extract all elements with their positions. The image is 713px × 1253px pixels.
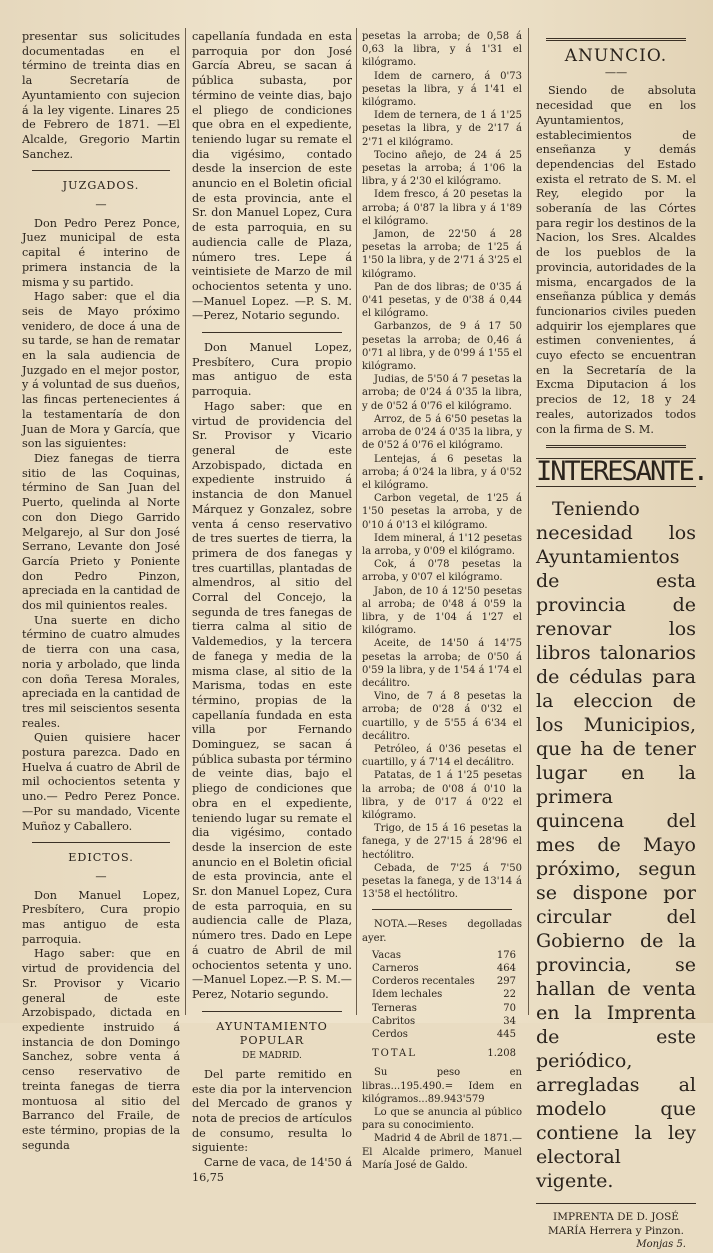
paragraph: Hago saber: que el dia seis de Mayo próximo venidero, de doce á una de su tarde, se han de rematar en la sala audiencia de Juzgado en el mejor postor, y á voluntad de sus dueños, las fincas pertenecientes á la testamentaría de don Juan de Mora y García, que son las siguientes: bbox=[22, 290, 180, 451]
paragraph: Carne de vaca, de 14'50 á 16,75 bbox=[192, 1156, 352, 1184]
section-rule bbox=[32, 170, 170, 171]
price-line: pesetas la arroba; de 0,58 á 0,63 la libra, y á 1'31 el kilógramo. bbox=[362, 31, 522, 69]
reses-count: 297 bbox=[496, 976, 516, 988]
table-row bbox=[372, 975, 522, 988]
reses-count: 464 bbox=[496, 963, 516, 975]
price-line: Vino, de 7 á 8 pesetas la arroba; de 0'28 á 0'32 el cuartillo, y de 5'55 á 6'34 el decálitro. bbox=[362, 691, 522, 742]
reses-name: Cabritos bbox=[372, 1015, 416, 1027]
interesante-title: INTERESANTE. bbox=[536, 456, 708, 488]
paragraph: Hago saber: que en virtud de providencia del Sr. Provisor y Vicario general de este Arzobispado, dictada en expediente instruido á instancia de don Domingo Sanchez, sobre venta á censo reservativo de treinta fanegas de tierra montuosa al sitio del Barranco del Fraile, de este término, propias de la segunda bbox=[22, 947, 180, 1152]
anuncio-title: ANUNCIO. bbox=[564, 46, 668, 66]
section-rule bbox=[202, 1011, 342, 1012]
paragraph: Del parte remitido en este dia por la intervencion del Mercado de granos y nota de precios de artículos de consumo, resulta lo siguiente: bbox=[192, 1067, 352, 1155]
paragraph: Una suerte en dicho término de cuatro almudes de tierra con una casa, noria y arbolado, que linda con doña Teresa Morales, apreciada en la cantidad de tres mil seiscientos sesenta reales. bbox=[22, 613, 180, 730]
paragraph: Madrid 4 de Abril de 1871.— El Alcalde primero, Manuel María José de Galdo. bbox=[362, 1133, 522, 1171]
price-line: Carbon vegetal, de 1'25 á 1'50 pesetas la arroba, y de 0'10 á 0'13 el kilógramo. bbox=[362, 493, 522, 531]
table-row bbox=[372, 949, 522, 962]
title-dash: —— bbox=[604, 65, 628, 79]
section-rule bbox=[546, 445, 686, 448]
paragraph: Don Manuel Lopez, Presbítero, Cura propio mas antiguo de esta parroquia. bbox=[192, 341, 352, 399]
price-line: Jamon, de 22'50 á 28 pesetas la arroba; de 1'25 á 1'50 la libra, y de 2'71 á 3'25 el kilógramo. bbox=[362, 229, 522, 280]
section-rule bbox=[32, 842, 170, 843]
price-line: Idem mineral, á 1'12 pesetas la arroba, y 0'09 el kilógramo. bbox=[362, 532, 522, 557]
top-rule bbox=[546, 38, 686, 41]
column-3 bbox=[362, 30, 522, 1171]
reses-name: Terneras bbox=[372, 1002, 417, 1014]
price-line: Aceite, de 14'50 á 14'75 pesetas la arroba; de 0'50 á 0'59 la libra, y de 1'54 á 1'74 el decálitro. bbox=[362, 638, 522, 689]
price-line: Cok, á 0'78 pesetas la arroba, y 0'07 el kilógramo. bbox=[362, 559, 522, 584]
table-row bbox=[372, 988, 522, 1001]
reses-name: Vacas bbox=[372, 949, 401, 961]
price-line: Idem de carnero, á 0'73 pesetas la libra, y á 1'41 el kilógramo. bbox=[362, 70, 522, 109]
table-row bbox=[372, 1028, 522, 1041]
reses-name: Idem lechales bbox=[372, 989, 443, 1001]
price-line: Trigo, de 15 á 16 pesetas la fanega, y de 27'15 á 28'96 el hectólitro. bbox=[362, 823, 522, 861]
reses-table bbox=[372, 949, 522, 1041]
column-2 bbox=[192, 30, 352, 1184]
column-divider bbox=[356, 28, 357, 1015]
reses-name: Cerdos bbox=[372, 1029, 408, 1041]
price-line: Tocino añejo, de 24 á 25 pesetas la arroba; á 1'06 la libra, y á 2'30 el kilógramo. bbox=[362, 149, 522, 188]
reses-name: Corderos recentales bbox=[372, 976, 475, 988]
big-paragraph: Teniendo necesidad los Ayuntamientos de esta provincia de renovar los libros talonarios de cédulas para la eleccion de los Municipios, que ha de tener lugar en la primera quincena del mes de Mayo próximo, segun se dispone por circular del Gobierno de la provincia, se hallan de venta en la Imprenta de este periódico, arregladas al modelo que contiene la ley electoral vigente. bbox=[536, 497, 696, 1192]
title-dash: — bbox=[95, 198, 107, 212]
reses-count: 176 bbox=[496, 949, 516, 961]
column-divider bbox=[528, 28, 529, 1015]
column-4 bbox=[536, 30, 708, 1250]
paragraph: capellanía fundada en esta parroquia por don José García Abreu, se sacan á pública subasta, por término de veinte dias, bajo el pliego de condiciones que obra en el expediente, teniendo lugar su remate el dia vigésimo, contado desde la insercion de este anuncio en el Boletin oficial de esta provincia, ante el Sr. don Manuel Lopez, Cura de esta parroquia, en su audiencia calle de Plaza, número tres. Lepe á veintisiete de Marzo de mil ochocientos setenta y uno.—Manuel Lopez. —P. S. M.—Perez, Notario segundo. bbox=[192, 30, 352, 323]
reses-count: 34 bbox=[503, 1015, 516, 1027]
table-row bbox=[372, 1015, 522, 1028]
nota: NOTA.—Reses degolladas ayer. bbox=[362, 919, 522, 944]
price-line: Arroz, de 5 á 6'50 pesetas la arroba de 0'24 á 0'35 la libra, y de 0'52 á 0'76 el kilógramo. bbox=[362, 413, 522, 452]
price-line: Idem fresco, á 20 pesetas la arroba; á 0'87 la libra y á 1'89 el kilógramo. bbox=[362, 189, 522, 227]
paragraph: Quien quisiere hacer postura parezca. Dado en Huelva á cuatro de Abril de mil ochocientos setenta y uno.— Pedro Perez Ponce.—Por su mandado, Vicente Muñoz y Caballero. bbox=[22, 731, 180, 833]
column-divider bbox=[185, 28, 186, 1015]
table-row bbox=[372, 962, 522, 975]
reses-count: 445 bbox=[496, 1029, 516, 1041]
reses-count: 22 bbox=[503, 989, 516, 1001]
price-line: Garbanzos, de 9 á 17 50 pesetas la arroba; de 0,46 á 0'71 al libra, y de 0'99 á 1'55 el kilógramo. bbox=[362, 321, 522, 373]
section-title-juzgados: JUZGADOS. bbox=[62, 179, 140, 193]
paragraph: Su peso en libras...195.490.= Idem en kilógramos...89.943'579 bbox=[362, 1067, 522, 1105]
intro-paragraph: presentar sus solicitudes documentadas en el término de treinta dias en la Secretaría de Ayuntamiento con sujecion á la ley vigente. Linares 25 de Febrero de 1871. —El Alcalde, Gregorio Martin Sanchez. bbox=[22, 30, 180, 161]
paragraph: Diez fanegas de tierra sitio de las Coquinas, término de San Juan del Puerto, quelinda al Norte con don Diego Garrido Melgarejo, al Sur don José Serrano, Levante don José García Prieto y Poniente don Pedro Pinzon, apreciada en la cantidad de dos mil quinientos reales. bbox=[22, 451, 180, 613]
imprenta-credit: IMPRENTA DE D. JOSÉ MARÍA Herrera y Pinzon. bbox=[536, 1203, 696, 1238]
reses-name: Carneros bbox=[372, 963, 419, 975]
section-rule bbox=[202, 332, 342, 333]
price-line: Cebada, de 7'25 á 7'50 pesetas la fanega, y de 13'14 á 13'58 el hectólitro. bbox=[362, 862, 522, 901]
paragraph: Don Manuel Lopez, Presbítero, Cura propio mas antiguo de esta parroquia. bbox=[22, 888, 180, 946]
total-label: TOTAL bbox=[372, 1048, 417, 1060]
price-line: Judias, de 5'50 á 7 pesetas la arroba; de 0'24 á 0'35 la libra, y de 0'52 á 0'76 el kilógramo. bbox=[362, 374, 522, 412]
reses-count: 70 bbox=[503, 1002, 516, 1014]
section-title-edictos: EDICTOS. bbox=[68, 851, 134, 865]
table-row bbox=[372, 1002, 522, 1015]
column-1 bbox=[22, 30, 180, 1152]
price-line: Patatas, de 1 á 1'25 pesetas la arroba; de 0'08 á 0'10 la libra, y de 0'17 á 0'22 el kilógramo. bbox=[362, 770, 522, 821]
section-title-ayuntamiento: AYUNTAMIENTO POPULAR bbox=[216, 1019, 328, 1048]
price-list bbox=[362, 30, 522, 901]
paragraph: Hago saber: que en virtud de providencia del Sr. Provisor y Vicario general de este Arzobispado, dictada en expediente instruido á instancia de don Manuel Márquez y Gonzalez, sobre venta á censo reservativo de tres suertes de tierra, la primera de dos fanegas y tres cuartillas, plantadas de almendros, al sitio del Corral del Concejo, la segunda de tres fanegas de tierra calma al sitio de Valdemedios, y la tercera de fanega y media de la misma clase, al sitio de la Marisma, todas en este término, propias de la capellanía fundada en esta villa por Fernando Dominguez, se sacan á pública subasta por término de veinte dias, bajo el pliego de condiciones que obra en el expediente, teniendo lugar su remate el dia vigésimo, contado desde la insercion de este anuncio en el Boletin oficial de esta provincia, ante el Sr. don Manuel Lopez, Cura de esta parroquia, en su audiencia calle de Plaza, número tres. Dado en Lepe á cuatro de Abril de mil ochocientos setenta y uno.—Manuel Lopez.—P. S. M.—Perez, Notario segundo. bbox=[192, 399, 352, 1001]
section-subtitle: DE MADRID. bbox=[242, 1051, 302, 1062]
price-line: Idem de ternera, de 1 á 1'25 pesetas la libra, y de 2'17 á 2'71 el kilógramo. bbox=[362, 110, 522, 148]
total-row bbox=[372, 1047, 522, 1060]
price-line: Lentejas, á 6 pesetas la arroba; á 0'24 la libra, y á 0'52 el kilógramo. bbox=[362, 453, 522, 491]
price-line: Petróleo, á 0'36 pesetas el cuartillo, y á 7'14 el decálitro. bbox=[362, 743, 522, 769]
price-line: Jabon, de 10 á 12'50 pesetas al arroba; de 0'48 á 0'59 la libra, y de 1'04 á 1'27 el kilógramo. bbox=[362, 585, 522, 637]
price-line: Pan de dos libras; de 0'35 á 0'41 pesetas, y de 0'38 á 0,44 el kilógramo. bbox=[362, 281, 522, 320]
imprenta-address: Monjas 5. bbox=[636, 1238, 686, 1250]
paragraph: Lo que se anuncia al público para su conocimiento. bbox=[362, 1107, 522, 1132]
total-value: 1.208 bbox=[487, 1048, 516, 1060]
paragraph: Don Pedro Perez Ponce, Juez municipal de esta capital é interino de primera instancia de la misma y su partido. bbox=[22, 216, 180, 289]
paragraph: Siendo de absoluta necesidad que en los Ayuntamientos, establecimientos de enseñanza y demás dependencias del Estado exista el retrato de S. M. el Rey, elegido por la soberanía de las Córtes para regir los destinos de la Nacion, los Sres. Alcaldes de los pueblos de la provincia, autoridades de la misma, encargados de la enseñanza pública y demás funcionarios civiles pueden adquirir los ejemplares que estimen convenientes, á cuyo efecto se encuentran en la Secretaría de la Excma Diputacion á los precios de 12, 18 y 24 reales, autorizados todos con la firma de S. M. bbox=[536, 84, 696, 436]
title-dash: — bbox=[95, 869, 107, 883]
section-rule bbox=[372, 909, 512, 910]
